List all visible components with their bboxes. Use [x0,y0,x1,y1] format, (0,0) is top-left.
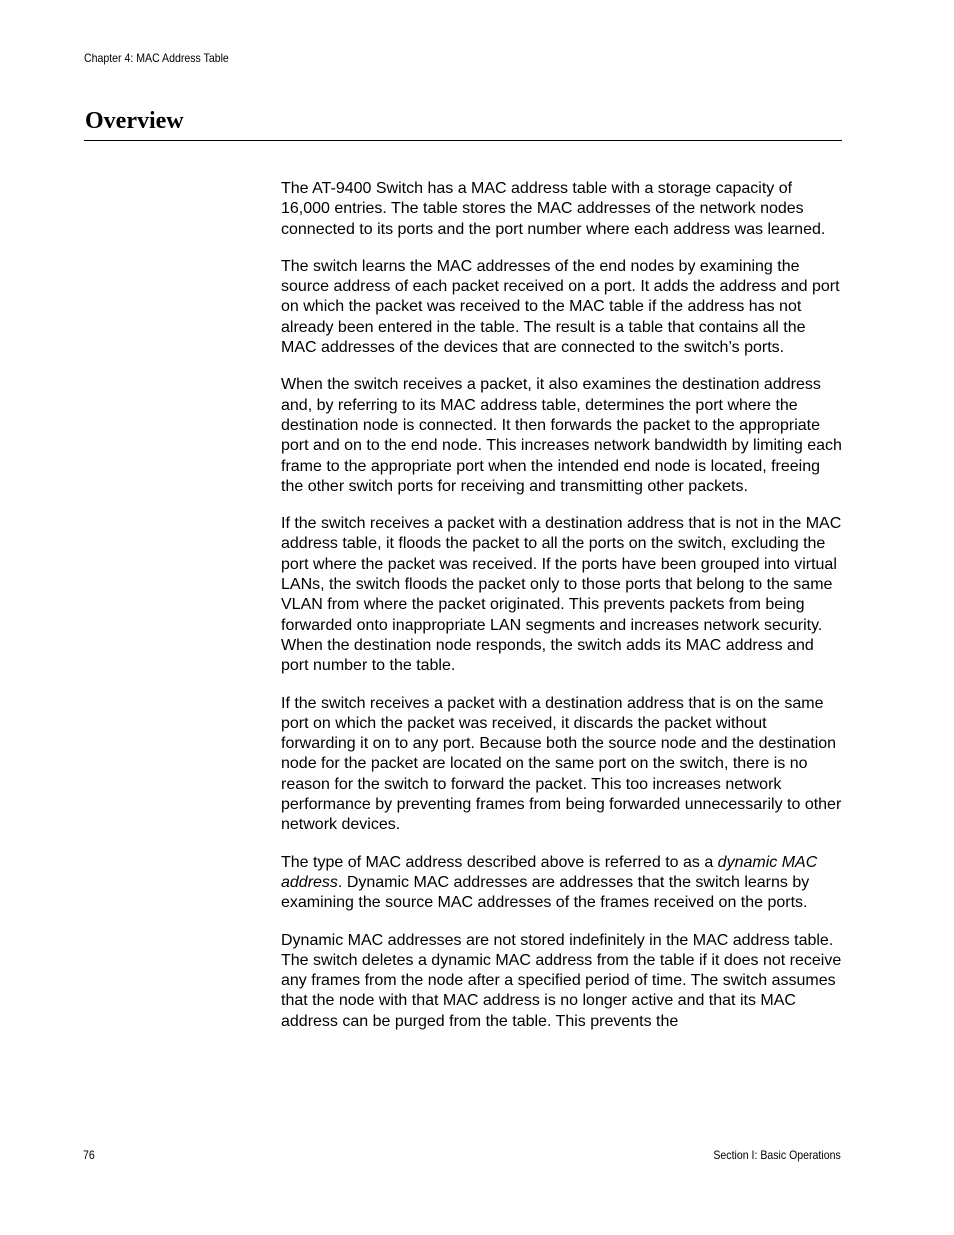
title-divider [84,140,842,141]
paragraph-discarding: If the switch receives a packet with a destination address that is on the same port on which the packet was received, it discards the packet without forwarding it on to any port. Because both the source node and the destination node for the packet are located on the same port on the switch, there is no reason for the switch to forward the packet. This too increases network performance by preventing frames from being forwarded unnecessarily to other network devices. [281,694,842,834]
paragraph-flooding: If the switch receives a packet with a destination address that is not in the MAC address table, it floods the packet to all the ports on the switch, excluding the port where the packet was received. If the ports have been grouped into virtual LANs, the switch floods the packet only to those ports that belong to the same VLAN from where the packet originated. This prevents packets from being forwarded onto inappropriate LAN segments and increases network security. When the destination node responds, the switch adds its MAC address and port number to the table. [281,515,842,675]
paragraph-aging: Dynamic MAC addresses are not stored indefinitely in the MAC address table. The switch deletes a dynamic MAC address from the table if it does not receive any frames from the node after a specified period of time. The switch assumes that the node with that MAC address is no longer active and that its MAC address can be purged from the table. This prevents the [281,931,842,1030]
section-title: Overview [85,108,184,134]
page-number: 76 [83,1148,95,1162]
footer-section-name: Section I: Basic Operations [713,1148,841,1162]
paragraph-mac-table-capacity: The AT-9400 Switch has a MAC address table with a storage capacity of 16,000 entries. The table stores the MAC addresses of the network nodes connected to its ports and the port number where each address was learned. [281,180,826,238]
running-header: Chapter 4: MAC Address Table [84,51,229,65]
dynamic-mac-term: dynamic MAC address [281,853,818,891]
dynamic-mac-text-after: . Dynamic MAC addresses are addresses that the switch learns by examining the source MAC addresses of the frames received on the ports. [281,873,810,912]
body-text [281,179,843,1049]
dynamic-mac-text-before: The type of MAC address described above is referred to as a [281,853,718,871]
paragraph-forwarding: When the switch receives a packet, it also examines the destination address and, by referring to its MAC address table, determines the port where the destination node is connected. It then forwards the packet to the appropriate port and on to the end node. This increases network bandwidth by limiting each frame to the appropriate port when the intended end node is located, freeing the other switch ports for receiving and transmitting other packets. [281,376,842,495]
paragraph-dynamic-mac-definition [281,853,843,914]
paragraph-address-learning: The switch learns the MAC addresses of the end nodes by examining the source address of each packet received on a port. It adds the address and port on which the packet was received to the MAC table if the address has not already been entered in the table. The result is a table that contains all the MAC addresses of the devices that are connected to the switch’s ports. [281,257,840,357]
